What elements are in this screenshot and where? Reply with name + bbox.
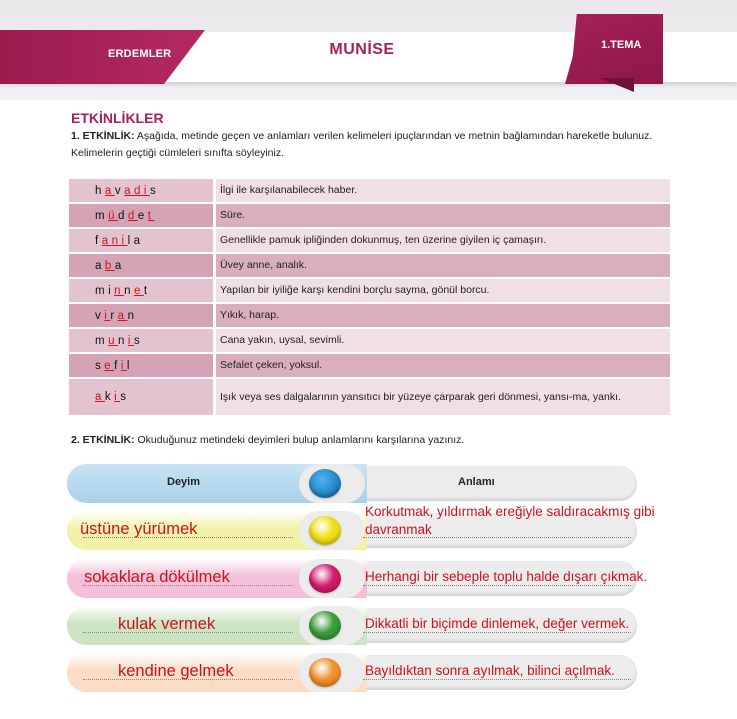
anlami-column-label: Anlamı — [458, 476, 495, 488]
hint-letter: i — [121, 234, 128, 247]
letter: n — [127, 309, 138, 322]
letter: e — [137, 209, 148, 222]
vocab-row — [69, 379, 670, 415]
vocabulary-table — [69, 179, 670, 415]
activity1-text: Aşağıda, metinde geçen ve anlamları verilen kelimeleri ipuçlarından ve metnin bağlamından hareketle bulunuz. Kelimelerin geçtiği cümleleri sınıfta söyleyiniz. — [71, 130, 653, 159]
letter: v — [114, 184, 125, 197]
letter: m — [95, 334, 109, 347]
hint-letter: b — [104, 259, 115, 272]
vocab-definition: Genellikle pamuk ipliğinden dokunmuş, ten üzerine giyilen iç çamaşırı. — [216, 229, 670, 252]
hint-letter: ü — [108, 209, 118, 222]
letter: t — [143, 284, 151, 297]
vocab-definition: Süre. — [216, 204, 670, 227]
letter: f — [114, 359, 121, 372]
idiom-row — [67, 606, 639, 645]
letter: f — [95, 234, 102, 247]
hint-letter: a — [124, 184, 134, 197]
vocab-row — [69, 254, 670, 277]
idiom-row — [67, 559, 648, 598]
activity2-text: Okuduğunuz metindeki deyimleri bulup anlamlarını karşılarına yazınız. — [134, 434, 465, 446]
meaning-text: Herhangi bir sebeple toplu halde dışarı çıkmak. — [365, 569, 648, 584]
letter: m — [95, 284, 109, 297]
hint-letter: t — [147, 209, 155, 222]
activity1-instruction — [71, 128, 671, 162]
hint-letter: e — [104, 359, 115, 372]
hint-letter: d — [127, 209, 138, 222]
letter: m — [95, 209, 109, 222]
color-dot — [309, 611, 341, 640]
letter: s — [133, 334, 144, 347]
deyim-column-label: Deyim — [167, 476, 201, 488]
header-meaning-area — [357, 466, 637, 501]
vocab-word — [69, 354, 213, 377]
unit-label: ERDEMLER — [108, 48, 172, 60]
letter: a — [133, 234, 144, 247]
vocab-definition: Üvey anne, analık. — [216, 254, 670, 277]
letter: d — [118, 209, 128, 222]
hint-letter: i — [120, 359, 127, 372]
hint-letter: a — [104, 184, 115, 197]
letter: r — [110, 309, 118, 322]
activity1-label: 1. ETKİNLİK: — [71, 130, 135, 142]
hint-letter: n — [111, 234, 122, 247]
idiom-row — [67, 504, 655, 550]
letter: h — [95, 184, 105, 197]
hint-letter: a — [117, 309, 128, 322]
vocab-row — [69, 179, 670, 202]
hint-letter: u — [108, 334, 118, 347]
color-dot — [309, 564, 341, 593]
meaning-text: Bayıldıktan sonra ayılmak, bilinci açılmak. — [365, 663, 615, 678]
hint-letter: i — [127, 334, 134, 347]
vocab-row — [69, 279, 670, 302]
hint-letter: a — [101, 234, 112, 247]
vocab-word — [69, 329, 213, 352]
letter: i — [108, 284, 115, 297]
letter: a — [95, 259, 105, 272]
header-dot — [309, 469, 341, 498]
vocab-word — [69, 229, 213, 252]
vocab-row — [69, 354, 670, 377]
tema-label: 1.TEMA — [601, 39, 642, 51]
vocab-definition: Işık veya ses dalgalarının yansıtıcı bir yüzeye çarparak geri dönmesi, yansı-ma, yankı. — [216, 379, 670, 415]
letter: s — [95, 359, 105, 372]
color-dot — [309, 516, 341, 545]
letter: v — [95, 309, 105, 322]
idiom-text: kulak vermek — [118, 615, 216, 633]
hint-letter: a — [95, 391, 105, 403]
vocab-definition: Yıkık, harap. — [216, 304, 670, 327]
vocab-word — [69, 179, 213, 202]
activity2-instruction — [71, 432, 671, 449]
activity2-label: 2. ETKİNLİK: — [71, 434, 135, 446]
idiom-text: üstüne yürümek — [80, 520, 198, 538]
vocab-definition: Yapılan bir iyiliğe karşı kendini borçlu sayma, gönül borcu. — [216, 279, 670, 302]
vocab-word — [69, 379, 213, 415]
letter: n — [118, 334, 128, 347]
letter: n — [124, 284, 134, 297]
letter: k — [104, 391, 115, 403]
vocab-definition: Cana yakın, uysal, sevimli. — [216, 329, 670, 352]
letter: l — [127, 234, 134, 247]
letter: a — [114, 259, 125, 272]
vocab-word — [69, 204, 213, 227]
letter: s — [149, 184, 160, 197]
hint-letter: n — [114, 284, 125, 297]
page-title: MUNİSE — [329, 41, 395, 58]
letter: l — [126, 359, 133, 372]
hint-letter: d — [133, 184, 144, 197]
hint-letter: e — [133, 284, 144, 297]
vocab-definition: İlgi ile karşılanabilecek haber. — [216, 179, 670, 202]
hint-letter: i — [104, 309, 111, 322]
idiom-row — [67, 653, 639, 692]
meaning-text: Dikkatli bir biçimde dinlemek, değer vermek. — [365, 616, 630, 631]
idiom-text: kendine gelmek — [118, 662, 234, 680]
vocab-row — [69, 329, 670, 352]
vocab-word — [69, 279, 213, 302]
idiom-header-row — [67, 464, 639, 503]
vocab-definition: Sefalet çeken, yoksul. — [216, 354, 670, 377]
vocab-row — [69, 204, 670, 227]
vocab-word — [69, 304, 213, 327]
vocab-word — [69, 254, 213, 277]
hint-letter: i — [114, 391, 121, 403]
vocab-row — [69, 229, 670, 252]
section-heading: ETKİNLİKLER — [71, 110, 164, 126]
idiom-text: sokaklara dökülmek — [84, 568, 230, 586]
color-dot — [309, 658, 341, 687]
letter: s — [120, 391, 130, 403]
vocab-row — [69, 304, 670, 327]
hint-letter: i — [143, 184, 150, 197]
meaning-text: Korkutmak, yıldırmak ereğiyle saldıracakmış gibi davranmak — [365, 504, 655, 537]
